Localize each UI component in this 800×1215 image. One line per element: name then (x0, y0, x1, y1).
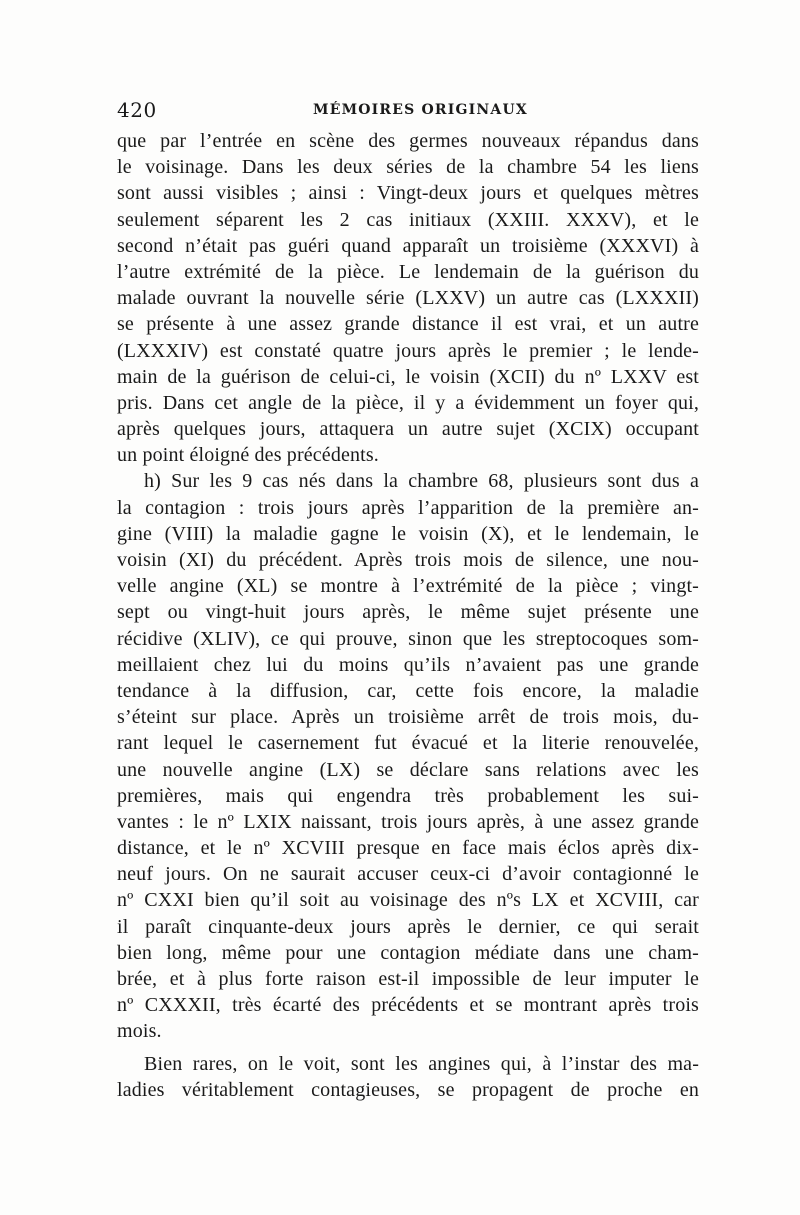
text-line: second n’était pas guéri quand apparaît un troisième (XXXVI) à (117, 234, 699, 257)
text-line: se présente à une assez grande distance il est vrai, et un autre (117, 313, 699, 336)
text-line: brée, et à plus forte raison est-il impossible de leur imputer le (117, 968, 699, 990)
text-line: ladies véritablement contagieuses, se propagent de proche en (117, 1078, 699, 1101)
text-line: sept ou vingt-huit jours après, le même sujet présente une (117, 601, 699, 624)
text-line: meillaient chez lui du moins qu’ils n’avaient pas une grande (117, 653, 699, 676)
text-line: malade ouvrant la nouvelle série (LXXV) un autre cas (LXXXII) (117, 287, 699, 310)
text-line: après quelques jours, attaquera un autre sujet (XCIX) occupant (117, 418, 699, 441)
text-line: la contagion : trois jours après l’apparition de la première an- (117, 496, 699, 519)
text-line: main de la guérison de celui-ci, le voisin (XCII) du nº LXXV est (117, 365, 699, 388)
text-line: nº CXXI bien qu’il soit au voisinage des nºs LX et XCVIII, car (117, 889, 699, 912)
text-line: s’éteint sur place. Après un troisième arrêt de trois mois, du- (117, 706, 699, 729)
text-line: voisin (XI) du précédent. Après trois mois de silence, une nou- (117, 549, 699, 571)
text-line: une nouvelle angine (LX) se déclare sans relations avec les (117, 758, 699, 781)
text-line: mois. (117, 1020, 162, 1043)
text-line: que par l’entrée en scène des germes nouveaux répandus dans (117, 130, 699, 152)
text-line: pris. Dans cet angle de la pièce, il y a évidemment un foyer qui, (117, 391, 699, 414)
text-line: neuf jours. On ne saurait accuser ceux-ci d’avoir contagionné le (117, 863, 699, 886)
text-line: vantes : le nº LXIX naissant, trois jours après, à une assez grande (117, 810, 699, 833)
text-line: distance, et le nº XCVIII presque en face mais éclos après dix- (117, 837, 699, 860)
text-line: bien long, même pour une contagion médiate dans une cham- (117, 941, 699, 964)
page-number: 420 (117, 98, 157, 122)
text-line: premières, mais qui engendra très probablement les sui- (117, 784, 699, 807)
text-line: l’autre extrémité de la pièce. Le lendemain de la guérison du (117, 260, 699, 283)
text-line: récidive (XLIV), ce qui prouve, sinon que les streptocoques som- (117, 627, 699, 650)
page-header (117, 98, 697, 124)
text-line: tendance à la diffusion, car, cette fois encore, la maladie (117, 679, 699, 702)
text-line: sont aussi visibles ; ainsi : Vingt-deux jours et quelques mètres (117, 182, 699, 205)
text-line: le voisinage. Dans les deux séries de la chambre 54 les liens (117, 156, 699, 179)
text-line: (LXXXIV) est constaté quatre jours après le premier ; le lende- (117, 339, 699, 362)
text-line: nº CXXXII, très écarté des précédents et se montrant après trois (117, 994, 699, 1017)
text-line: gine (VIII) la maladie gagne le voisin (X), et le lendemain, le (117, 522, 699, 545)
text-line: rant lequel le casernement fut évacué et la literie renouvelée, (117, 732, 699, 755)
text-line: un point éloigné des précédents. (117, 444, 379, 467)
paragraph-start-line: h) Sur les 9 cas nés dans la chambre 68, plusieurs sont dus a (144, 470, 699, 493)
running-title: MÉMOIRES ORIGINAUX (313, 102, 528, 118)
text-line: velle angine (XL) se montre à l’extrémité de la pièce ; vingt- (117, 575, 699, 598)
body-text (117, 128, 699, 1103)
paragraph-start-line: Bien rares, on le voit, sont les angines qui, à l’instar des ma- (144, 1052, 699, 1075)
text-line: il paraît cinquante-deux jours après le dernier, ce qui serait (117, 915, 699, 938)
text-line: seulement séparent les 2 cas initiaux (XXIII. XXXV), et le (117, 208, 699, 231)
